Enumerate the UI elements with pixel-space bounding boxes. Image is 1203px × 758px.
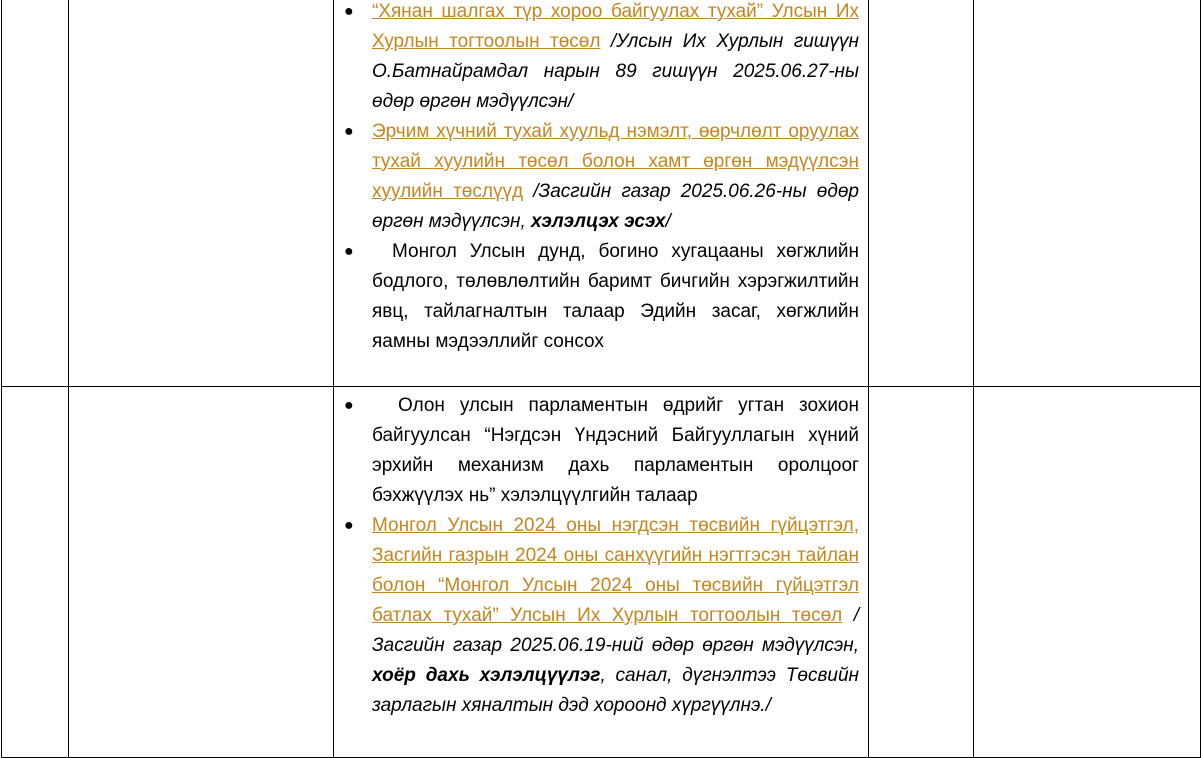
item-note-end: / <box>665 211 671 232</box>
table-cell-status <box>869 0 974 387</box>
table-cell-index <box>2 0 69 387</box>
list-item <box>344 117 859 237</box>
agenda-list <box>334 0 868 357</box>
bullet-icon: ● <box>344 3 354 20</box>
table-cell-topic <box>69 387 334 758</box>
item-note: /Засгийн газар 2025.06.19-ний өдөр өргөн мэдүүлсэн, <box>372 605 859 656</box>
bill-link[interactable]: “Хянан шалгах түр хороо байгуулах тухай” Улсын Их Хурлын тогтоолын төсөл <box>372 1 859 52</box>
bullet-icon: ● <box>344 243 354 260</box>
bullet-icon: ● <box>344 397 354 414</box>
table-cell-agenda <box>334 387 869 758</box>
item-note-bold: хоёр дахь хэлэлцүүлэг <box>372 665 601 686</box>
table-cell-agenda <box>334 0 869 387</box>
agenda-list <box>334 387 868 721</box>
item-note-bold: хэлэлцэх эсэх <box>531 211 666 232</box>
bill-link[interactable]: Эрчим хүчний тухай хуульд нэмэлт, өөрчлөлт оруулах тухай хуулийн төсөл болон хамт өргөн мэдүүлсэн хуулийн төслүүд <box>372 121 859 202</box>
item-note: /Засгийн газар 2025.06.26-ны өдөр өргөн мэдүүлсэн, <box>372 181 859 232</box>
bullet-icon: ● <box>344 123 354 140</box>
table-row <box>2 387 1201 758</box>
list-item <box>344 511 859 721</box>
table-cell-notes <box>974 387 1201 758</box>
table-row <box>2 0 1201 387</box>
list-item <box>344 0 859 117</box>
item-text: Монгол Улсын дунд, богино хугацааны хөгжлийн бодлого, төлөвлөлтийн баримт бичгийн хэрэгжилтийн явц, тайлагналтын талаар Эдийн засаг, хөгжлийн яамны мэдээллийг сонсох <box>372 241 859 352</box>
list-item <box>344 391 859 511</box>
list-item <box>344 237 859 357</box>
bill-link[interactable]: Монгол Улсын 2024 оны нэгдсэн төсвийн гүйцэтгэл, Засгийн газрын 2024 оны санхүүгийн нэгтгэсэн тайлан болон “Монгол Улсын 2024 оны төсвийн гүйцэтгэл батлах тухай” Улсын Их Хурлын тогтоолын төсөл <box>372 515 859 626</box>
table-cell-status <box>869 387 974 758</box>
item-note-end: , санал, дүгнэлтээ Төсвийн зарлагын хяналтын дэд хороонд хүргүүлнэ./ <box>372 665 859 716</box>
item-text: Олон улсын парламентын өдрийг угтан зохион байгуулсан “Нэгдсэн Үндэсний Байгууллагын хүний эрхийн механизм дахь парламентын оролцоог бэхжүүлэх нь” хэлэлцүүлгийн талаар <box>372 395 859 506</box>
bullet-icon: ● <box>344 517 354 534</box>
agenda-table <box>1 0 1201 758</box>
table-cell-notes <box>974 0 1201 387</box>
table-cell-topic <box>69 0 334 387</box>
table-cell-index <box>2 387 69 758</box>
item-note: /Улсын Их Хурлын гишүүн О.Батнайрамдал нарын 89 гишүүн 2025.06.27-ны өдөр өргөн мэдүүлсэн/ <box>372 31 859 112</box>
